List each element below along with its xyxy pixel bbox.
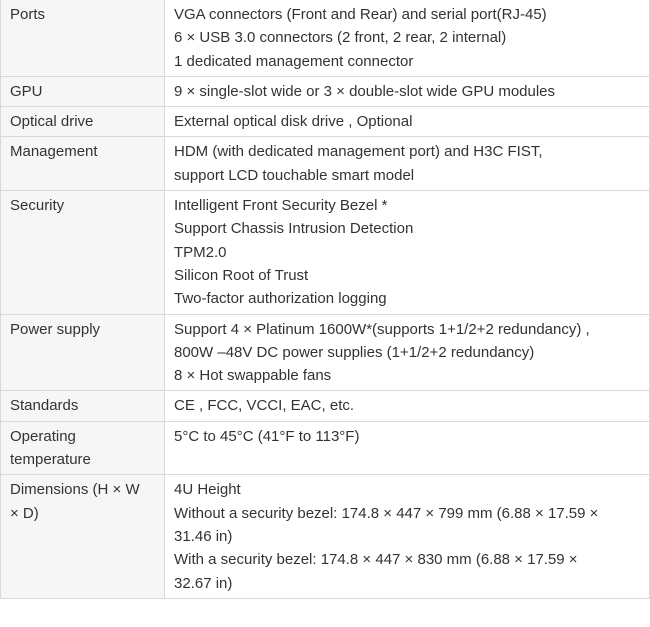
spec-value [165, 475, 650, 598]
spec-value [165, 0, 650, 76]
spec-value-line: 8 × Hot swappable fans [174, 367, 332, 385]
spec-value [165, 107, 650, 137]
spec-row-standards [1, 391, 650, 421]
spec-value-line: 1 dedicated management connector [174, 52, 414, 70]
spec-row-operating-temperature [1, 421, 650, 475]
spec-label-text: Security [10, 197, 65, 215]
spec-label-text: Standards [10, 397, 79, 415]
spec-value-line: 32.67 in) [174, 574, 233, 592]
spec-row-optical-drive [1, 107, 650, 137]
spec-value-line: CE , FCC, VCCI, EAC, etc. [174, 397, 355, 415]
spec-value-line: 800W –48V DC power supplies (1+1/2+2 redundancy) [174, 343, 535, 361]
spec-value-line: Silicon Root of Trust [174, 266, 309, 284]
spec-label-text: × D) [10, 504, 39, 522]
spec-value-line: HDM (with dedicated management port) and H3C FIST, [174, 143, 543, 161]
spec-row-management [1, 137, 650, 191]
spec-value-line: Support 4 × Platinum 1600W*(supports 1+1/2+2 redundancy) , [174, 320, 590, 338]
spec-label-text: Power supply [10, 320, 101, 338]
spec-label-text: Ports [10, 6, 46, 23]
spec-row-security [1, 191, 650, 314]
spec-value-line: 4U Height [174, 481, 241, 499]
spec-value-line: Two-factor authorization logging [174, 290, 387, 308]
spec-label [1, 191, 165, 314]
spec-row-power-supply [1, 314, 650, 391]
spec-value [165, 76, 650, 106]
spec-label [1, 137, 165, 191]
spec-value-line: VGA connectors (Front and Rear) and serial port(RJ-45) [174, 6, 547, 23]
spec-value-line: 6 × USB 3.0 connectors (2 front, 2 rear, 2 internal) [174, 29, 507, 47]
spec-label [1, 107, 165, 137]
spec-value [165, 421, 650, 475]
spec-row-dimensions [1, 475, 650, 598]
spec-value-line: TPM2.0 [174, 243, 227, 261]
spec-value-line: Intelligent Front Security Bezel * [174, 197, 388, 215]
spec-label [1, 314, 165, 391]
spec-value-line: 31.46 in) [174, 527, 233, 545]
spec-value-line: External optical disk drive , Optional [174, 113, 413, 131]
spec-value-line: 9 × single-slot wide or 3 × double-slot wide GPU modules [174, 82, 556, 100]
spec-label [1, 475, 165, 598]
spec-label-text: Management [10, 143, 98, 161]
spec-row-ports [1, 0, 650, 76]
spec-label [1, 391, 165, 421]
spec-value [165, 314, 650, 391]
spec-label-text: Optical drive [10, 113, 94, 131]
spec-label [1, 421, 165, 475]
spec-label-text: Operating [10, 427, 76, 445]
spec-value-line: With a security bezel: 174.8 × 447 × 830 mm (6.88 × 17.59 × [174, 551, 578, 569]
spec-value-line: Support Chassis Intrusion Detection [174, 220, 414, 238]
spec-label [1, 0, 165, 76]
spec-value [165, 137, 650, 191]
spec-value [165, 191, 650, 314]
spec-label-text: GPU [10, 82, 43, 100]
spec-value-line: Without a security bezel: 174.8 × 447 × 799 mm (6.88 × 17.59 × [174, 504, 599, 522]
spec-value-line: support LCD touchable smart model [174, 166, 415, 184]
spec-row-gpu [1, 76, 650, 106]
spec-label-text: temperature [10, 451, 91, 469]
spec-label [1, 76, 165, 106]
spec-value [165, 391, 650, 421]
spec-value-line: 5°C to 45°C (41°F to 113°F) [174, 427, 360, 445]
spec-label-text: Dimensions (H × W [10, 481, 140, 499]
